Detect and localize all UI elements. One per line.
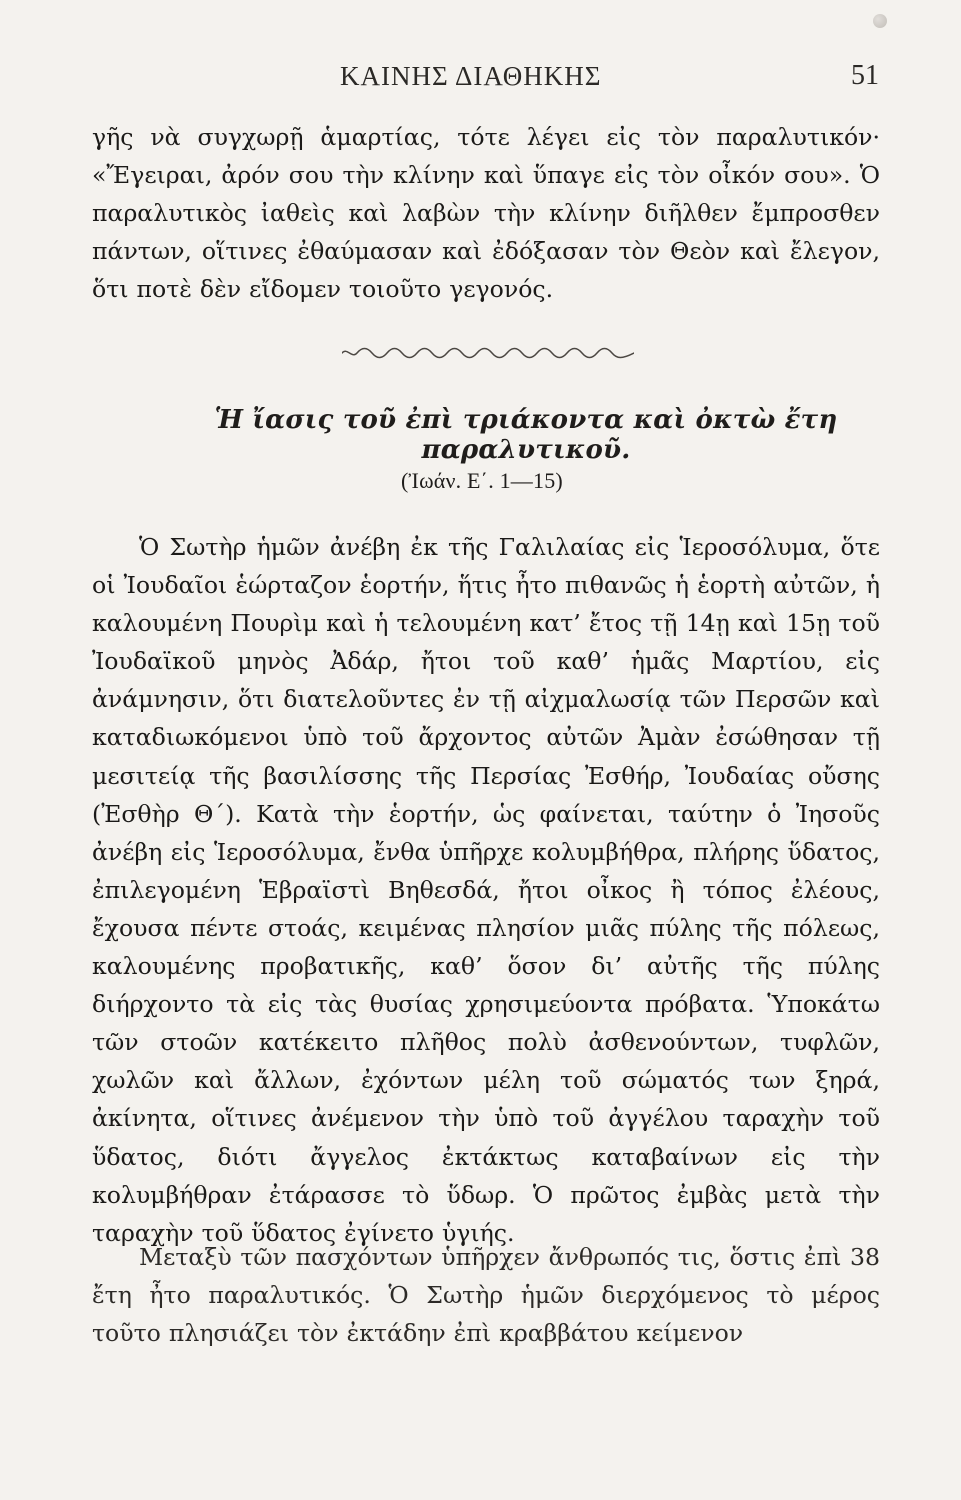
top-passage: γῆς νὰ συγχωρῇ ἁμαρτίας, τότε λέγει εἰς τὸν παραλυτικόν· «Ἔγειραι, ἀρόν σου τὴν κλίνην καὶ ὕπαγε εἰς τὸν οἶκόν σου». Ὁ παραλυτικὸς ἰαθεὶς καὶ λαβὼν τὴν κλίνην διῆλθεν ἔμπροσθεν πάντων, οἵτινες ἐθαύμασαν καὶ ἐδόξασαν τὸν Θεὸν καὶ ἔλεγον, ὅτι ποτὲ δὲν εἴδομεν τοιοῦτο γεγονός. xyxy=(92,123,880,304)
main-text-block xyxy=(92,528,880,1252)
small-spot-mark-icon xyxy=(873,14,887,28)
scripture-reference: (Ἰωάν. Ε΄. 1—15) xyxy=(401,468,563,493)
running-title: ΚΑΙΝΗΣ ΔΙΑΘΗΚΗΣ xyxy=(340,61,602,91)
second-text-block xyxy=(92,1238,880,1352)
paragraph-one: Ὁ Σωτὴρ ἡμῶν ἀνέβη ἐκ τῆς Γαλιλαίας εἰς Ἱεροσόλυμα, ὅτε οἱ Ἰουδαῖοι ἑώρταζον ἑορτήν, ἥτις ἦτο πιθανῶς ἡ ἑορτὴ αὐτῶν, ἡ καλουμένη Πουρὶμ καὶ ἡ τελουμένη κατ’ ἔτος τῇ 14ῃ καὶ 15ῃ τοῦ Ἰουδαϊκοῦ μηνὸς Ἀδάρ, ἤτοι τοῦ καθ’ ἡμᾶς Μαρτίου, εἰς ἀνάμνησιν, ὅτι διατελοῦντες ἐν τῇ αἰχμαλωσίᾳ τῶν Περσῶν καὶ καταδιωκόμενοι ὑπὸ τοῦ ἄρχοντος αὐτῶν Ἀμὰν ἐσώθησαν τῇ μεσιτείᾳ τῆς βασιλίσσης τῆς Περσίας Ἐσθήρ, Ἰουδαίας οὔσης (Ἐσθὴρ Θ΄). Κατὰ τὴν ἑορτήν, ὡς φαίνεται, ταύτην ὁ Ἰησοῦς ἀνέβη εἰς Ἱεροσόλυμα, ἔνθα ὑπῆρχε κολυμβήθρα, πλήρης ὕδατος, ἐπιλεγομένη Ἑβραϊστὶ Βηθεσδά, ἤτοι οἶκος ἢ τόπος ἐλέους, ἔχουσα πέντε στοάς, κειμένας πλησίον μιᾶς πύλης τῆς πόλεως, καλουμένης προβατικῆς, καθ’ ὅσον δι’ αὐτῆς τῆς πύλης διήρχοντο τὰ εἰς τὰς θυσίας χρησιμεύοντα πρόβατα. Ὑποκάτω τῶν στοῶν κατέκειτο πλῆθος πολὺ ἀσθενούντων, τυφλῶν, χωλῶν καὶ ἄλλων, ἐχόντων μέλη τοῦ σώματός των ξηρά, ἀκίνητα, οἵτινες ἀνέμενον τὴν ὑπὸ τοῦ ἀγγέλου ταραχὴν τοῦ ὕδατος, διότι ἄγγελος ἐκτάκτως καταβαίνων εἰς τὴν κολυμβήθραν ἐτάρασσε τὸ ὕδωρ. Ὁ πρῶτος ἐμβὰς μετὰ τὴν ταραχὴν τοῦ ὕδατος ἐγίνετο ὑγιής. xyxy=(92,533,880,1247)
page-number: 51 xyxy=(851,60,879,91)
paragraph-two: Μεταξὺ τῶν πασχόντων ὑπῆρχεν ἄνθρωπός τις, ὅστις ἐπὶ 38 ἔτη ἦτο παραλυτικός. Ὁ Σωτὴρ ἡμῶν διερχόμενος τὸ μέρος τοῦτο πλησιάζει τὸν ἐκτάδην ἐπὶ κραββάτου κείμενον xyxy=(92,1243,880,1348)
wavy-line-ornament-icon xyxy=(342,344,634,362)
top-passage-block xyxy=(92,118,880,308)
section-title: Ἡ ἴασις τοῦ ἐπὶ τριάκοντα καὶ ὀκτὼ ἔτη παραλυτικοῦ. xyxy=(214,405,838,465)
